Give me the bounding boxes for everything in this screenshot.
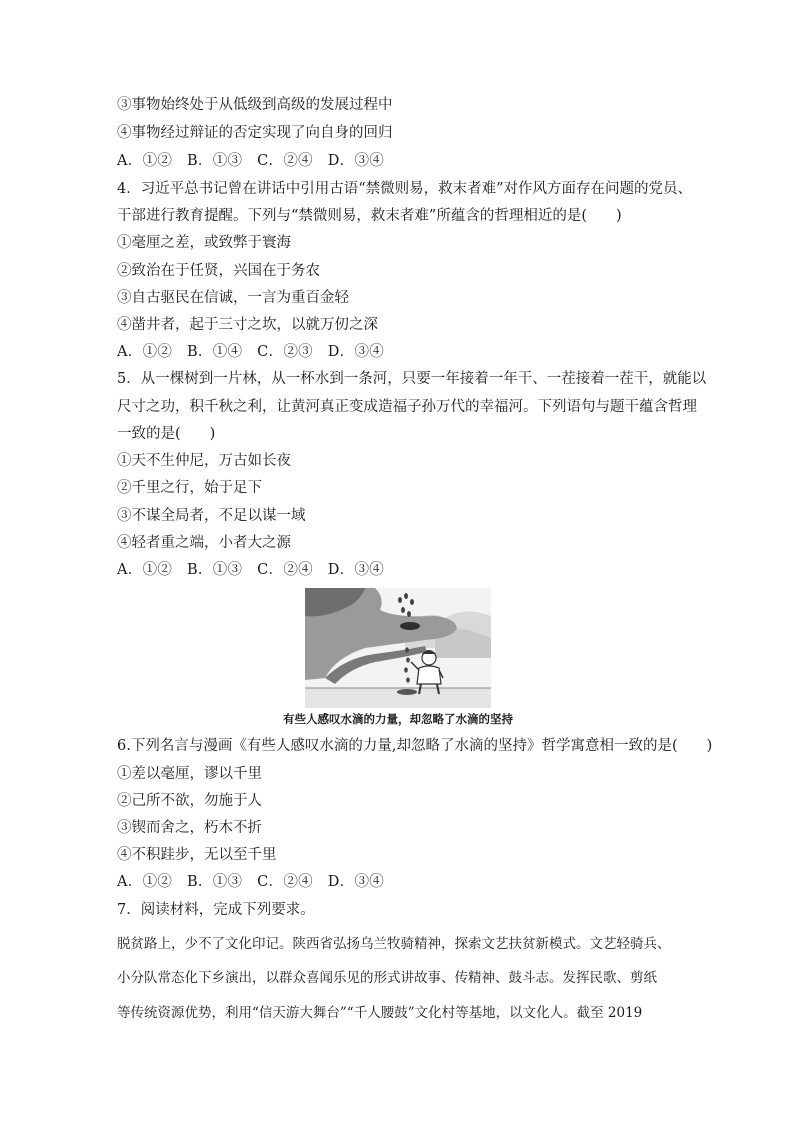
material-paragraph: 小分队常态化下乡演出，以群众喜闻乐见的形式讲故事、传精神、鼓斗志。发挥民歌、剪纸 xyxy=(117,970,657,986)
question-7-stem: 7．阅读材料，完成下列要求。 xyxy=(117,902,315,918)
question-5-option: ④轻者重之端，小者大之源 xyxy=(117,535,291,551)
question-5-option: ③不谋全局者，不足以谋一域 xyxy=(117,508,306,524)
question-4-stem: 干部进行教育提醒。下列与“禁微则易，救末者难”所蕴含的哲理相近的是( ) xyxy=(117,208,622,224)
answer-options: A．①② B．①④ C．②③ D．③④ xyxy=(117,344,385,360)
question-4-option: ④凿井者，起于三寸之坎，以就万仞之深 xyxy=(117,317,378,333)
question-6-option: ④不积跬步，无以至千里 xyxy=(117,847,277,863)
question-5-stem: 5．从一棵树到一片林，从一杯水到一条河，只要一年接着一年干、一茬接着一茬干，就能以 xyxy=(117,371,707,387)
question-6-option: ①差以毫厘，谬以千里 xyxy=(117,766,262,782)
question-5-stem: 一致的是( ) xyxy=(117,426,216,442)
cartoon-illustration xyxy=(305,588,491,708)
question-5-option: ①天不生仲尼，万古如长夜 xyxy=(117,453,291,469)
text-line: ④事物经过辩证的否定实现了向自身的回归 xyxy=(117,125,393,141)
answer-options: A．①② B．①③ C．②④ D．③④ xyxy=(117,153,385,169)
question-4-option: ①毫厘之差，或致弊于寰海 xyxy=(117,235,291,251)
question-5-stem: 尺寸之功，积千秋之利，让黄河真正变成造福子孙万代的幸福河。下列语句与题干蕴含哲理 xyxy=(117,399,697,415)
question-5-option: ②千里之行，始于足下 xyxy=(117,480,262,496)
question-6-option: ②己所不欲，勿施于人 xyxy=(117,793,262,809)
text-line: ③事物始终处于从低级到高级的发展过程中 xyxy=(117,97,393,113)
question-4-option: ②致治在于任贤，兴国在于务农 xyxy=(117,263,320,279)
material-paragraph: 脱贫路上，少不了文化印记。陕西省弘扬乌兰牧骑精神，探索文艺扶贫新模式。文艺轻骑兵、 xyxy=(117,936,671,952)
question-4-stem: 4．习近平总书记曾在讲话中引用古语“禁微则易，救末者难”对作风方面存在问题的党员、 xyxy=(117,181,693,197)
question-6-option: ③锲而舍之，朽木不折 xyxy=(117,820,262,836)
answer-options: A．①② B．①③ C．②④ D．③④ xyxy=(117,562,385,578)
answer-options: A．①② B．①③ C．②④ D．③④ xyxy=(117,874,385,890)
material-paragraph: 等传统资源优势，利用“信天游大舞台”“千人腰鼓”文化村等基地，以文化人。截至 2019 xyxy=(117,1005,643,1021)
question-6-stem: 6.下列名言与漫画《有些人感叹水滴的力量,却忽略了水滴的坚持》哲学寓意相一致的是( ) xyxy=(117,738,713,754)
question-4-option: ③自古驱民在信诚，一言为重百金轻 xyxy=(117,290,349,306)
figure-caption: 有些人感叹水滴的力量，却忽略了水滴的坚持 xyxy=(283,712,513,726)
